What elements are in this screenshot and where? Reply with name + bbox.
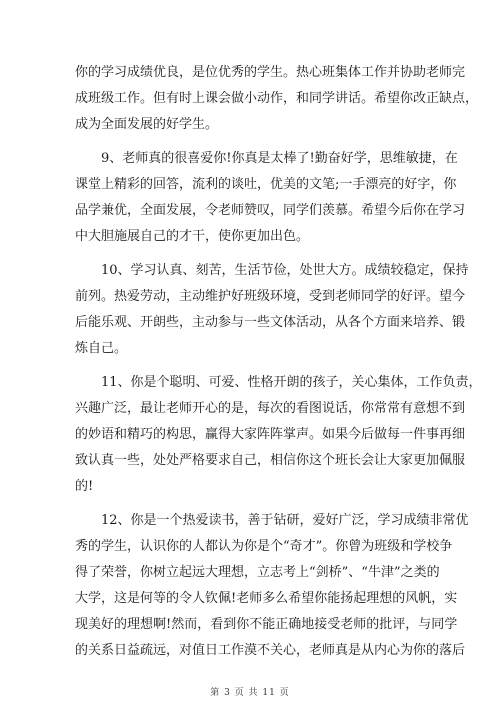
paragraph	[75, 146, 466, 250]
text-line: 的!	[75, 479, 94, 494]
text-line: 的妙语和精巧的构思，赢得大家阵阵掌声。如果今后做每一件事再细	[75, 427, 466, 442]
text-line: 品学兼优，全面发展，令老师赞叹，同学们羡慕。希望今后你在学习	[75, 203, 466, 218]
paragraph-spacer	[75, 250, 427, 258]
text-line: 炼自己。	[75, 341, 128, 356]
paragraph-spacer	[75, 362, 427, 370]
paragraph	[75, 508, 469, 664]
text-line: 前列。热爱劳动，主动维护好班级环境，受到老师同学的好评。望今	[75, 289, 466, 304]
paragraph-spacer	[75, 138, 427, 146]
text-line: 10、学习认真、刻苦，生活节俭，处世大方。成绩较稳定，保持	[75, 263, 469, 278]
paragraph-spacer	[75, 500, 427, 508]
text-line: 兴趣广泛，最让老师开心的是，每次的看图说话，你常常有意想不到	[75, 401, 466, 416]
document-body	[75, 60, 482, 664]
text-line: 课堂上精彩的回答，流利的谈吐，优美的文笔;一手漂亮的好字，你	[75, 177, 457, 192]
text-line: 后能乐观、开朗些，主动参与一些文体活动，从各个方面来培养、锻	[75, 315, 466, 330]
text-line: 得了荣誉，你树立起远大理想，立志考上“剑桥”、“牛津”之类的	[75, 565, 440, 580]
text-line: 中大胆施展自己的才干，使你更加出色。	[75, 229, 310, 244]
text-line: 成班级工作。但有时上课会做小动作，和同学讲话。希望你改正缺点，	[75, 91, 479, 106]
text-line: 成为全面发展的好学生。	[75, 117, 219, 132]
text-line: 你的学习成绩优良，是位优秀的学生。热心班集体工作并协助老师完	[75, 65, 466, 80]
paragraph	[75, 60, 479, 138]
text-line: 致认真一些，处处严格要求自己，相信你这个班长会让大家更加佩服	[75, 453, 466, 468]
text-line: 的关系日益疏远，对值日工作漠不关心，老师真是从内心为你的落后	[75, 643, 466, 658]
text-line: 秀的学生，认识你的人都认为你是个“奇才”。你曾为班级和学校争	[75, 539, 453, 554]
paragraph	[75, 370, 482, 500]
text-line: 11、你是个聪明、可爱、性格开朗的孩子，关心集体，工作负责，	[75, 375, 482, 390]
text-line: 大学，这是何等的令人钦佩!老师多么希望你能扬起理想的风帆，实	[75, 591, 458, 606]
text-line: 现美好的理想啊!然而，看到你不能正确地接受老师的批评，与同学	[75, 617, 458, 632]
page-number-footer: 第 3 页 共 11 页	[210, 688, 290, 698]
text-line: 12、你是一个热爱读书，善于钻研，爱好广泛，学习成绩非常优	[75, 513, 469, 528]
paragraph	[75, 258, 469, 362]
text-line: 9、老师真的很喜爱你!你真是太棒了!勤奋好学，思维敏捷，在	[75, 151, 458, 166]
